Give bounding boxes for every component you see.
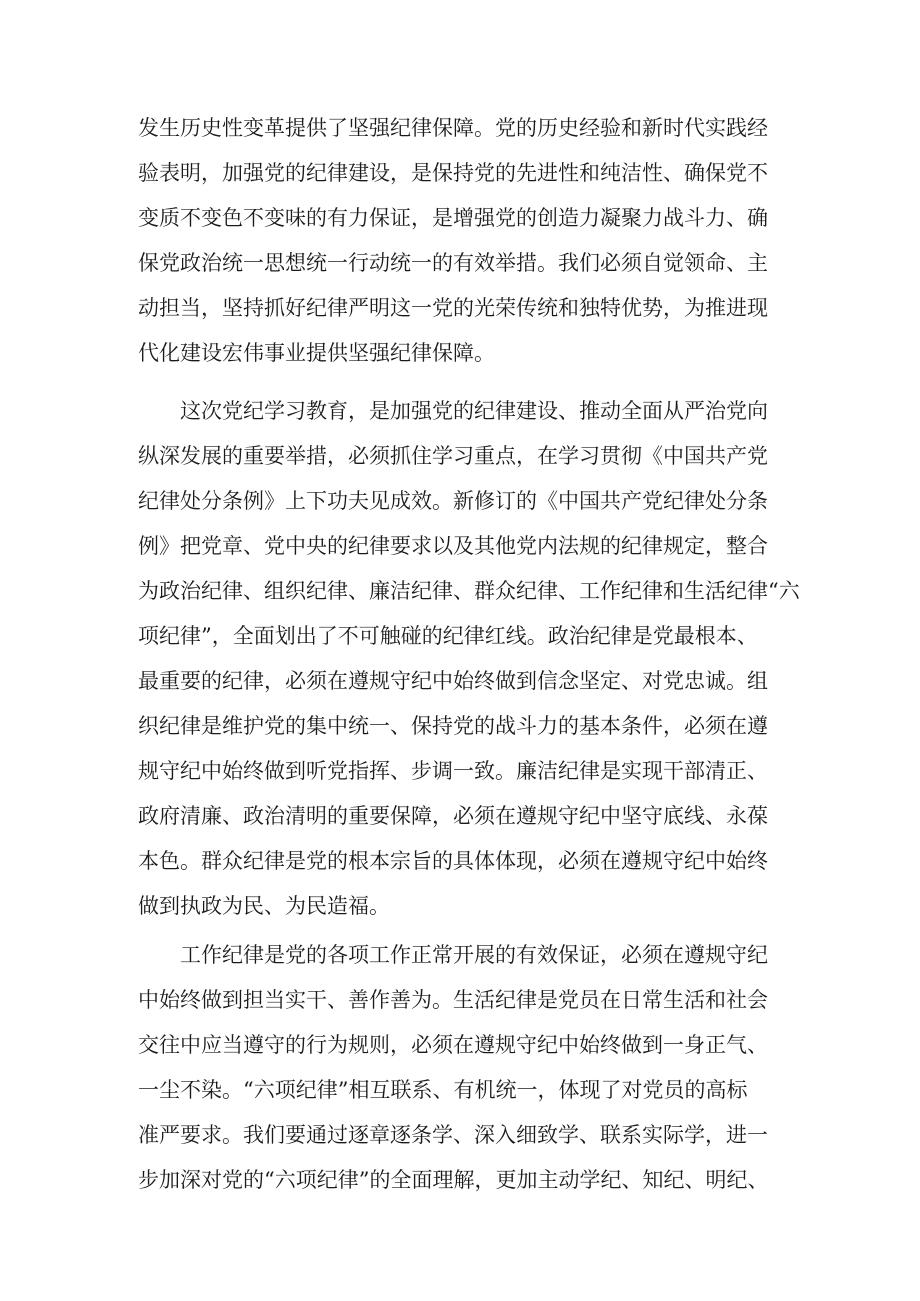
paragraph-line: 步加深对党的“六项纪律”的全面理解，更加主动学纪、知纪、明纪、 bbox=[138, 1168, 769, 1192]
paragraph-line: 纵深发展的重要举措，必须抓住学习重点，在学习贯彻《中国共产党 bbox=[138, 444, 768, 468]
paragraph-line: 本色。群众纪律是党的根本宗旨的具体体现，必须在遵规守纪中始终 bbox=[138, 849, 768, 873]
paragraph-line: 这次党纪学习教育，是加强党的纪律建设、推动全面从严治党向 bbox=[138, 399, 768, 423]
paragraph-line: 发生历史性变革提供了坚强纪律保障。党的历史经验和新时代实践经 bbox=[138, 116, 768, 140]
paragraph-line: 织纪律是维护党的集中统一、保持党的战斗力的基本条件，必须在遵 bbox=[138, 714, 768, 738]
paragraph-line: 验表明，加强党的纪律建设，是保持党的先进性和纯洁性、确保党不 bbox=[138, 161, 768, 185]
paragraph-line: 代化建设宏伟事业提供坚强纪律保障。 bbox=[138, 341, 495, 365]
paragraph-line: 动担当，坚持抓好纪律严明这一党的光荣传统和独特优势，为推进现 bbox=[138, 296, 768, 320]
paragraph-line: 项纪律”，全面划出了不可触碰的纪律红线。政治纪律是党最根本、 bbox=[138, 624, 758, 648]
paragraph-line: 纪律处分条例》上下功夫见成效。新修订的《中国共产党纪律处分条 bbox=[138, 489, 768, 513]
paragraph-line: 准严要求。我们要通过逐章逐条学、深入细致学、联系实际学，进一 bbox=[138, 1123, 768, 1147]
paragraph-line: 一尘不染。“六项纪律”相互联系、有机统一，体现了对党员的高标 bbox=[138, 1078, 748, 1102]
paragraph-2 bbox=[138, 389, 798, 929]
paragraph-line: 中始终做到担当实干、善作善为。生活纪律是党员在日常生活和社会 bbox=[138, 988, 768, 1012]
paragraph-1 bbox=[138, 106, 798, 376]
paragraph-line: 为政治纪律、组织纪律、廉洁纪律、群众纪律、工作纪律和生活纪律“六 bbox=[138, 579, 800, 603]
paragraph-line: 做到执政为民、为民造福。 bbox=[138, 894, 390, 918]
paragraph-line: 工作纪律是党的各项工作正常开展的有效保证，必须在遵规守纪 bbox=[138, 943, 768, 967]
paragraph-line: 交往中应当遵守的行为规则，必须在遵规守纪中始终做到一身正气、 bbox=[138, 1033, 768, 1057]
paragraph-3 bbox=[138, 933, 798, 1203]
paragraph-line: 规守纪中始终做到听党指挥、步调一致。廉洁纪律是实现干部清正、 bbox=[138, 759, 768, 783]
paragraph-line: 保党政治统一思想统一行动统一的有效举措。我们必须自觉领命、主 bbox=[138, 251, 768, 275]
paragraph-line: 最重要的纪律，必须在遵规守纪中始终做到信念坚定、对党忠诚。组 bbox=[138, 669, 768, 693]
paragraph-line: 变质不变色不变味的有力保证，是增强党的创造力凝聚力战斗力、确 bbox=[138, 206, 768, 230]
paragraph-line: 例》把党章、党中央的纪律要求以及其他党内法规的纪律规定，整合 bbox=[138, 534, 768, 558]
paragraph-line: 政府清廉、政治清明的重要保障，必须在遵规守纪中坚守底线、永葆 bbox=[138, 804, 768, 828]
